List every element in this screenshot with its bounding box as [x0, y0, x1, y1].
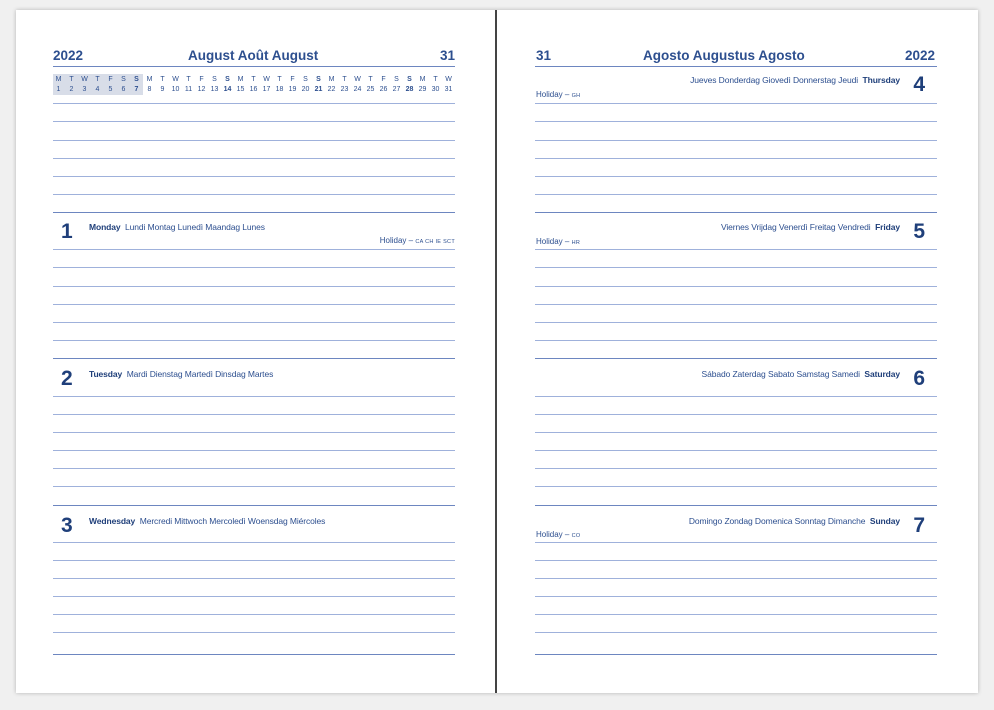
holiday-note-friday: Holiday – HR	[536, 237, 581, 246]
day-number-4: 4	[913, 73, 925, 96]
ruled-line	[535, 158, 937, 159]
ruled-line	[535, 468, 937, 469]
holiday-note-thursday: Holiday – GH	[536, 90, 581, 99]
mini-calendar-day: W 10	[171, 76, 180, 93]
mini-calendar-day: S 20	[301, 76, 310, 93]
holiday-note-monday: Holiday – CA CH IE SCT	[379, 236, 455, 245]
mini-month-calendar	[53, 74, 455, 95]
ruled-line	[53, 654, 455, 655]
ruled-line	[535, 578, 937, 579]
mini-calendar-day: T 25	[366, 76, 375, 93]
ruled-line	[53, 468, 455, 469]
mini-calendar-day: F 12	[197, 76, 206, 93]
day-name-tuesday: Tuesday Mardi Dienstag Martedì Dinsdag Martes	[89, 369, 274, 379]
ruled-line	[53, 340, 455, 341]
mini-calendar-day: F 19	[288, 76, 297, 93]
ruled-line	[535, 121, 937, 122]
ruled-line	[53, 486, 455, 487]
ruled-line	[53, 596, 455, 597]
mini-calendar-day: T 2	[69, 76, 74, 93]
mini-calendar-day: W 24	[353, 76, 362, 93]
ruled-line	[535, 304, 937, 305]
day-name-monday: Monday Lundi Montag Lunedì Maandag Lunes	[89, 222, 265, 232]
ruled-line	[535, 560, 937, 561]
ruled-line	[535, 249, 937, 250]
ruled-line	[535, 358, 937, 359]
ruled-line	[535, 505, 937, 506]
mini-calendar-day: S 14	[223, 76, 232, 93]
ruled-line	[535, 542, 937, 543]
mini-calendar-day: T 23	[340, 76, 349, 93]
diary-spread	[16, 10, 978, 693]
mini-calendar-day: T 30	[431, 76, 440, 93]
ruled-line	[53, 194, 455, 195]
day-number-3: 3	[61, 514, 73, 537]
right-header-rule	[535, 66, 937, 67]
day-name-wednesday: Wednesday Mercredi Mittwoch Mercoledì Woensdag Miércoles	[89, 516, 326, 526]
mini-calendar-day: S 6	[121, 76, 126, 93]
day-number-2: 2	[61, 367, 73, 390]
ruled-line	[535, 286, 937, 287]
mini-calendar-day: M 15	[236, 76, 245, 93]
ruled-line	[53, 614, 455, 615]
mini-calendar-day: M 1	[55, 76, 62, 93]
ruled-line	[53, 542, 455, 543]
ruled-line	[535, 212, 937, 213]
ruled-line	[53, 140, 455, 141]
ruled-line	[53, 121, 455, 122]
ruled-line	[53, 176, 455, 177]
ruled-line	[535, 432, 937, 433]
holiday-note-sunday: Holiday – CO	[536, 530, 581, 539]
ruled-line	[535, 632, 937, 633]
mini-calendar-day: T 18	[275, 76, 284, 93]
ruled-line	[53, 212, 455, 213]
day-number-7: 7	[913, 514, 925, 537]
ruled-line	[53, 158, 455, 159]
mini-calendar-day: F 5	[108, 76, 113, 93]
day-name-saturday: Sábado Zaterdag Sabato Samstag Samedi Saturday	[701, 369, 900, 379]
mini-calendar-day: S 13	[210, 76, 219, 93]
ruled-line	[535, 140, 937, 141]
ruled-line	[535, 450, 937, 451]
mini-calendar-day: S 7	[134, 76, 139, 93]
mini-calendar-day: S 27	[392, 76, 401, 93]
left-year: 2022	[53, 48, 84, 63]
left-header-rule	[53, 66, 455, 67]
day-number-6: 6	[913, 367, 925, 390]
ruled-line	[53, 578, 455, 579]
mini-calendar-day: M 29	[418, 76, 427, 93]
mini-calendar-day: W 3	[81, 76, 88, 93]
ruled-line	[53, 286, 455, 287]
ruled-line	[535, 267, 937, 268]
ruled-line	[535, 614, 937, 615]
ruled-line	[535, 414, 937, 415]
mini-calendar-day: M 22	[327, 76, 336, 93]
ruled-line	[53, 632, 455, 633]
left-month-title: August Août August	[188, 48, 319, 63]
ruled-line	[53, 432, 455, 433]
ruled-line	[535, 322, 937, 323]
ruled-line	[53, 103, 455, 104]
mini-calendar-day: F 26	[379, 76, 388, 93]
mini-calendar-day: S 21	[314, 76, 323, 93]
ruled-line	[535, 654, 937, 655]
right-year: 2022	[905, 48, 936, 63]
mini-calendar-day: T 11	[184, 76, 193, 93]
ruled-line	[535, 340, 937, 341]
left-week-number: 31	[440, 48, 456, 63]
ruled-line	[53, 396, 455, 397]
mini-calendar-day: S 28	[405, 76, 414, 93]
mini-calendar-day: W 31	[444, 76, 453, 93]
ruled-line	[53, 267, 455, 268]
mini-calendar-day: T 4	[95, 76, 100, 93]
mini-calendar-day: W 17	[262, 76, 271, 93]
ruled-line	[53, 322, 455, 323]
ruled-line	[53, 358, 455, 359]
day-number-1: 1	[61, 220, 73, 243]
ruled-line	[535, 194, 937, 195]
ruled-line	[53, 450, 455, 451]
mini-calendar-day: T 16	[249, 76, 258, 93]
right-page	[497, 10, 975, 693]
mini-calendar-day: M 8	[146, 76, 153, 93]
mini-calendar-day: T 9	[160, 76, 165, 93]
day-number-5: 5	[913, 220, 925, 243]
ruled-line	[53, 249, 455, 250]
ruled-line	[53, 414, 455, 415]
ruled-line	[535, 396, 937, 397]
ruled-line	[535, 176, 937, 177]
right-month-title: Agosto Augustus Agosto	[643, 48, 805, 63]
left-page	[16, 10, 494, 693]
day-name-friday: Viernes Vrijdag Venerdì Freitag Vendredi Friday	[720, 222, 900, 232]
ruled-line	[535, 103, 937, 104]
ruled-line	[535, 596, 937, 597]
ruled-line	[53, 560, 455, 561]
day-name-thursday: Jueves Donderdag Giovedì Donnerstag Jeudi Thursday	[690, 75, 900, 85]
ruled-line	[53, 505, 455, 506]
ruled-line	[53, 304, 455, 305]
day-name-sunday: Domingo Zondag Domenica Sonntag Dimanche Sunday	[688, 516, 900, 526]
right-week-number: 31	[536, 48, 552, 63]
ruled-line	[535, 486, 937, 487]
